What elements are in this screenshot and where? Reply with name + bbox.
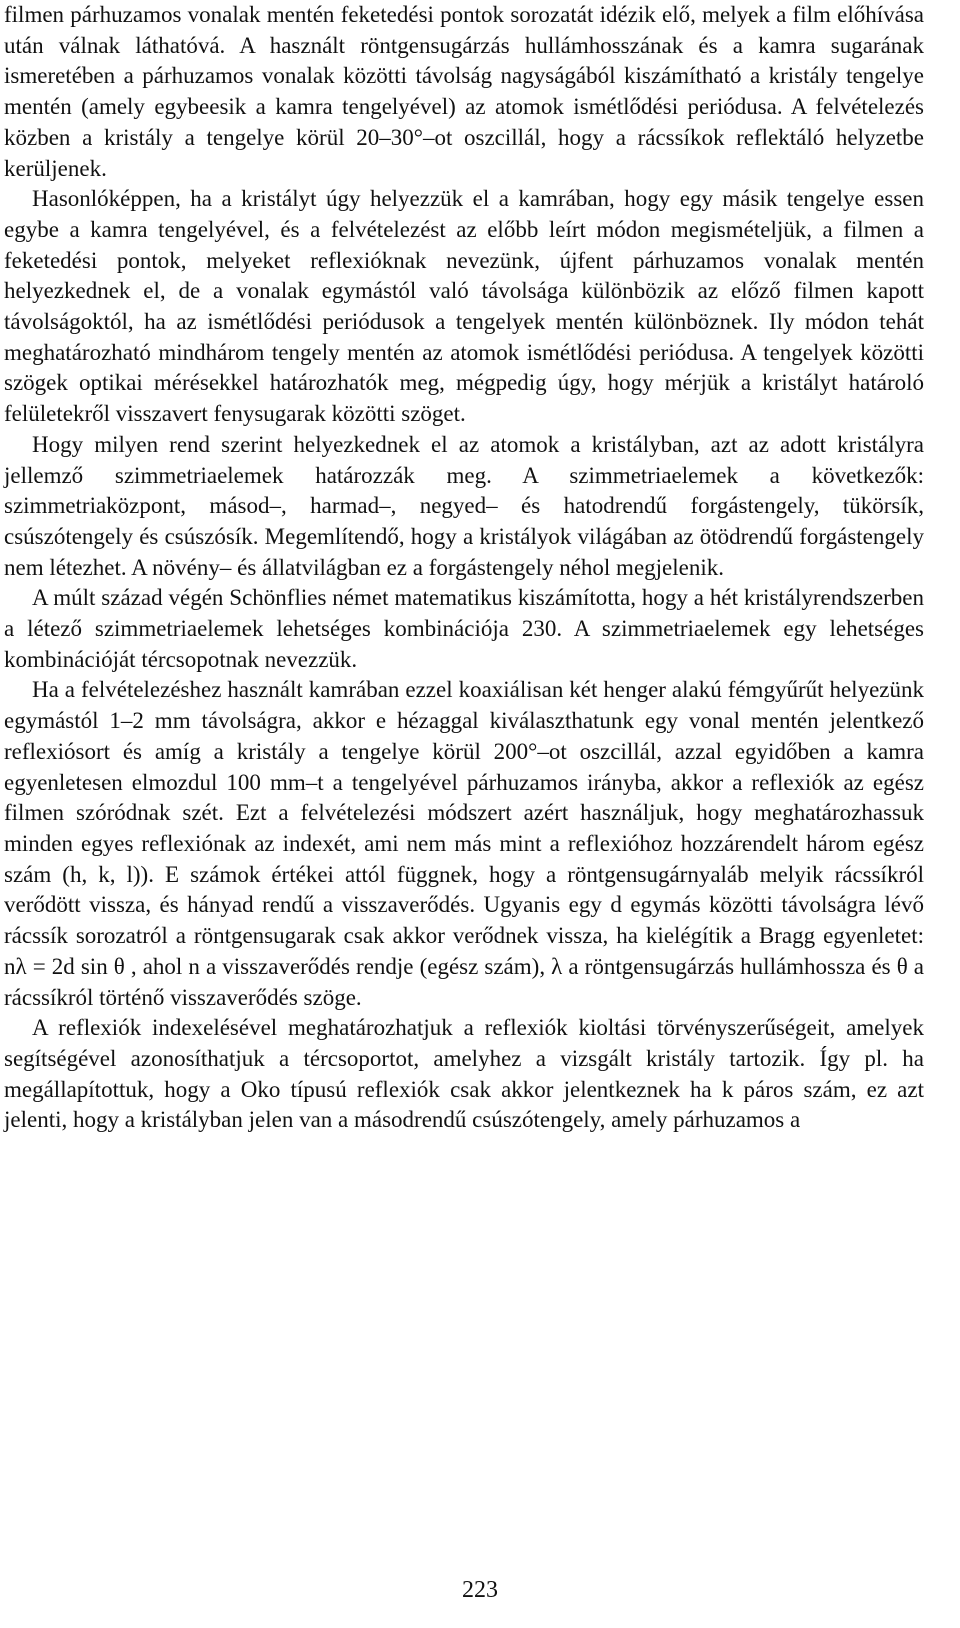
paragraph-extinction-rules: A reflexiók indexelésével meghatározhatjuk a reflexiók kioltási törvényszerűségeit, amelyek segítségével azonosíthatjuk a tércsoportot, amelyhez a vizsgált kristály tartozik. Így pl. ha megállapítottuk, hogy a Oko típusú reflexiók csak akkor jelentkeznek ha k páros szám, ez azt jelenti, hogy a kristályban jelen van a másodrendű csúszótengely, amely párhuzamos a (4, 1015, 924, 1133)
paragraph-crystal-axes: Hasonlóképpen, ha a kristályt úgy helyezzük el a kamrában, hogy egy másik tengelye essen egybe a kamra tengelyével, és a felvételezést az előbb leírt módon megismételjük, a filmen a feketedési pontok, melyeket reflexióknak nevezünk, újfent párhuzamos vonalak mentén helyezkednek el, de a vonalak egymástól való távolsága különbözik az előző filmen kapott távolságoktól, ha az ismétlődési periódusok a tengelyek mentén különböznek. Ily módon tehát meghatározható mindhárom tengely mentén az atomok ismétlődési periódusa. A tengelyek közötti szögek optikai mérésekkel határozhatók meg, mégpedig úgy, hogy mérjük a kristályt határoló felületekről visszavert fenysugarak közötti szöget. (4, 186, 924, 427)
page-number: 223 (462, 1577, 498, 1603)
paragraph-bragg-equation: Ha a felvételezéshez használt kamrában ezzel koaxiálisan két henger alakú fémgyűrűt helyezünk egymástól 1–2 mm távolságra, akkor e hézaggal kiválaszthatunk egy vonal mentén jelentkező reflexiósort és amíg a kristály a tengelye körül 200°–ot oszcillál, azzal egyidőben a kamra egyenletesen elmozdul 100 mm–t a tengelyével párhuzamos irányba, akkor a reflexiók az egész filmen szóródnak szét. Ezt a felvételezési módszert azért használjuk, hogy meghatározhassuk minden egyes reflexiónak az indexét, ami nem más mint a reflexióhoz hozzárendelt három egész szám (h, k, l)). E számok értékei attól függnek, hogy a röntgensugárnyaláb melyik rácssíkról verődött vissza, és hányad rendű a visszaverődés. Ugyanis egy d egymás közötti távolságra lévő rácssík sorozatról a röntgensugarak csak akkor verődnek vissza, ha kielégítik a Bragg egyenletet: nλ = 2d sin θ , ahol n a visszaverődés rendje (egész szám), λ a röntgensugárzás hullámhossza és θ a rácssíkról történő visszaverődés szöge. (4, 677, 924, 1010)
paragraph-continuation: filmen párhuzamos vonalak mentén feketedési pontok sorozatát idézik elő, melyek a film előhívása után válnak láthatóvá. A használt röntgensugárzás hullámhosszának és a kamra sugarának ismeretében a párhuzamos vonalak közötti távolság nagyságából kiszámítható a kristály tengelye mentén (amely egybeesik a kamra tengelyével) az atomok ismétlődési periódusa. A felvételezés közben a kristály a tengelye körül 20–30°–ot oszcillál, hogy a rácssíkok reflektáló helyzetbe kerüljenek. (4, 2, 924, 181)
page-body (4, 0, 924, 1136)
paragraph-symmetry-elements: Hogy milyen rend szerint helyezkednek el az atomok a kristályban, azt az adott kristályra jellemző szimmetriaelemek határozzák meg. A szimmetriaelemek a következők: szimmetriaközpont, másod–, harmad–, negyed– és hatodrendű forgástengely, tükörsík, csúszótengely és csúszósík. Megemlítendő, hogy a kristályok világában az ötödrendű forgástengely nem létezhet. A növény– és állatvilágban ez a forgástengely néhol megjelenik. (4, 431, 924, 580)
paragraph-schoenflies: A múlt század végén Schönflies német matematikus kiszámította, hogy a hét kristályrendszerben a létező szimmetriaelemek lehetséges kombinációja 230. A szimmetriaelemek egy lehetséges kombinációját tércsopotnak nevezzük. (4, 585, 924, 672)
